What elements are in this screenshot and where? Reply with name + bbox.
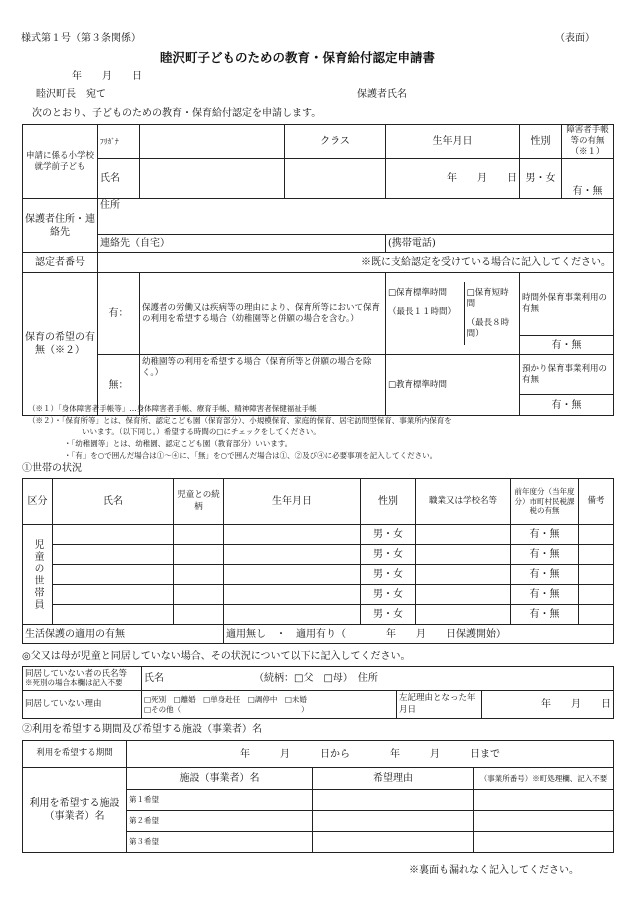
sex-choice[interactable]: 男・女	[361, 545, 416, 565]
edu-time-checkbox[interactable]: □教育標準時間	[386, 355, 520, 416]
facility-label: 利用を希望する施設（事業者）名	[23, 768, 127, 853]
wish-2[interactable]: 第２希望	[127, 811, 313, 832]
table-row[interactable]	[53, 585, 174, 605]
sex-choice[interactable]: 男・女	[520, 159, 562, 199]
yes-option[interactable]: 有：	[98, 273, 140, 355]
period-label: 利用を希望する期間	[23, 741, 127, 768]
note-2: （※２）・「保育所等」とは、保育所、認定こども園（保育部分）、小規模保育、家庭的保育、居宅訪問型保育、事業所内保育を	[28, 416, 452, 425]
mobile-field[interactable]: (携帯電話)	[386, 235, 614, 253]
child-name-field[interactable]	[140, 159, 285, 199]
since-field[interactable]: 年 月 日	[482, 691, 614, 719]
reason-label: 同居していない理由	[23, 691, 142, 719]
tax-choice[interactable]: 有・無	[511, 565, 579, 585]
non-cohabit-name-label: 同居していない者の氏名等 ※死別の場合本欄は記入不要	[23, 667, 142, 691]
face-label: （表面）	[555, 33, 595, 44]
col-occupation: 職業又は学校名等	[416, 479, 511, 525]
footer-note: ※裏面も漏れなく記入してください。	[409, 865, 579, 876]
household-table	[22, 478, 614, 644]
office-col-header: （事業所番号）※町処理欄、記入不要	[474, 768, 614, 790]
home-phone-field[interactable]: 連絡先（自宅）	[98, 235, 386, 253]
furigana-label: ﾌﾘｶﾞﾅ	[98, 125, 140, 159]
period-field[interactable]: 年 月 日から 年 月 日まで	[127, 741, 614, 768]
disability-choice[interactable]: 有・無	[562, 159, 614, 199]
col-relation: 児童との続柄	[174, 479, 224, 525]
note-3: ・「幼稚園等」とは、幼稚園、認定こども園（教育部分）いいます。	[64, 439, 293, 448]
azukari-label: 預かり保育事業利用の有無	[520, 355, 614, 395]
tax-choice[interactable]: 有・無	[511, 605, 579, 625]
wish-1[interactable]: 第１希望	[127, 790, 313, 811]
sex-label: 性別	[520, 125, 562, 159]
section-2-heading: ②利用を希望する期間及び希望する施設（事業者）名	[22, 724, 262, 735]
azukari-choice[interactable]: 有・無	[520, 395, 614, 416]
tax-choice[interactable]: 有・無	[511, 585, 579, 605]
col-dob: 生年月日	[224, 479, 361, 525]
non-cohabiting-table	[22, 666, 614, 719]
col-category: 区分	[23, 479, 53, 525]
since-label: 左記理由となった年月日	[397, 691, 482, 719]
cert-number-field[interactable]: ※既に支給認定を受けている場合に記入してください。	[98, 253, 614, 273]
table-row[interactable]	[53, 565, 174, 585]
standard-time-note: （最長１１時間）	[388, 307, 457, 318]
reason-checkboxes[interactable]: □死別 □離婚 □単身赴任 □調停中 □未婚	[144, 695, 307, 705]
no-option[interactable]: 無：	[98, 355, 140, 416]
reason-col-header: 希望理由	[313, 768, 474, 790]
sex-choice[interactable]: 男・女	[361, 585, 416, 605]
cert-number-label: 認定者番号	[23, 253, 98, 273]
furigana-field[interactable]	[140, 125, 285, 159]
overtime-choice[interactable]: 有・無	[520, 336, 614, 355]
wish-3[interactable]: 第３希望	[127, 832, 313, 853]
reason-other[interactable]: □その他（ ）	[144, 704, 309, 714]
intro-text: 次のとおり、子どものための教育・保育給付認定を申請します。	[32, 108, 322, 119]
note-1: （※１）「身体障害者手帳等」…身体障害者手帳、療育手帳、精神障害者保健福祉手帳	[28, 404, 317, 413]
facility-col-header: 施設（事業者）名	[127, 768, 313, 790]
no-description: 幼稚園等の利用を希望する場合（保育所等と併願の場合を除く。）	[140, 355, 386, 416]
class-field[interactable]	[285, 159, 386, 199]
page-title: 睦沢町子どものための教育・保育給付認定申請書	[160, 50, 436, 65]
household-group-label: 児童の世帯員	[23, 525, 53, 625]
welfare-choice[interactable]: 適用無し ・ 適用有り（ 年 月 日保護開始）	[224, 625, 614, 644]
sex-choice[interactable]: 男・女	[361, 565, 416, 585]
child-label: 申請に係る小学校就学前子ども	[23, 125, 98, 199]
dob-field[interactable]: 年 月 日	[386, 159, 520, 199]
short-time-checkbox[interactable]: □保育短時間	[466, 288, 509, 310]
childcare-hope-label: 保育の希望の有無（※２）	[23, 273, 98, 416]
welfare-label: 生活保護の適用の有無	[23, 625, 224, 644]
yes-description: 保護者の労働又は疾病等の理由により、保育所等において保育の利用を希望する場合（幼稚園等と併願の場合を含む。）	[140, 273, 386, 355]
col-tax: 前年度分（当年度分）市町村民税課税の有無	[511, 479, 579, 525]
tax-choice[interactable]: 有・無	[511, 545, 579, 565]
overtime-label: 時間外保育事業利用の有無	[520, 273, 614, 336]
disability-label: 障害者手帳等の有無（※１）	[562, 125, 614, 159]
non-cohabit-name-field[interactable]: 氏名 （続柄：□父 □母） 住所	[142, 667, 614, 691]
name-label: 氏名	[98, 159, 140, 199]
section-1b-heading: ◎父又は母が児童と同居していない場合、その状況について以下に記入してください。	[22, 651, 411, 662]
class-label: クラス	[285, 125, 386, 159]
dob-label: 生年月日	[386, 125, 520, 159]
facility-table	[22, 740, 614, 853]
section-1-heading: ①世帯の状況	[22, 463, 82, 474]
standard-time-checkbox[interactable]: □保育標準時間	[388, 288, 448, 299]
guardian-address-label: 保護者住所・連絡先	[23, 199, 98, 253]
tax-choice[interactable]: 有・無	[511, 525, 579, 545]
col-remarks: 備考	[579, 479, 614, 525]
note-4: ・「有」を○で囲んだ場合は①～④に、「無」を○で囲んだ場合は①、②及び④に必要事項を記入してください。	[64, 451, 438, 460]
table-row[interactable]	[53, 605, 174, 625]
sex-choice[interactable]: 男・女	[361, 605, 416, 625]
col-name: 氏名	[53, 479, 174, 525]
table-row[interactable]	[53, 525, 174, 545]
application-table	[22, 124, 614, 416]
guardian-name-label: 保護者氏名	[357, 89, 407, 100]
form-number: 様式第１号（第３条関係）	[21, 33, 141, 44]
addressee: 睦沢町長 宛て	[36, 89, 106, 100]
address-field[interactable]: 住所	[98, 199, 614, 235]
date-line: 年 月 日	[72, 71, 142, 82]
short-time-note: （最長８時間）	[466, 318, 510, 340]
sex-choice[interactable]: 男・女	[361, 525, 416, 545]
table-row[interactable]	[53, 545, 174, 565]
note-2b: いいます。（以下同じ。）希望する時間の□にチェックをしてください。	[82, 427, 321, 436]
col-sex: 性別	[361, 479, 416, 525]
